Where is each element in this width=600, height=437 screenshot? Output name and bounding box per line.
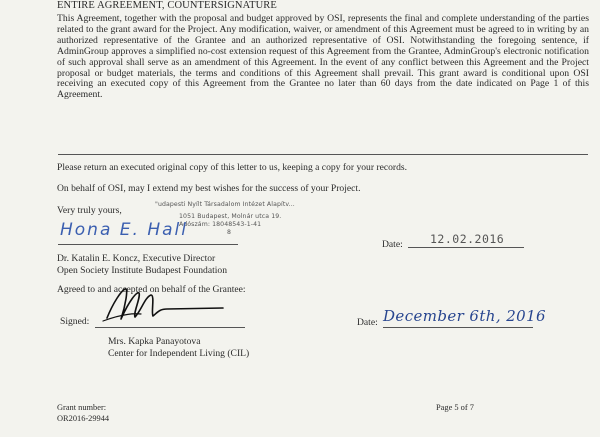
signature-line	[95, 327, 245, 328]
stamp-line: 1051 Budapest, Molnár utca 19.	[179, 213, 282, 220]
osi-date-label: Date:	[382, 239, 403, 250]
grantee-date-label: Date:	[357, 317, 378, 328]
section-divider	[58, 154, 588, 155]
stamp-line: Adószám: 18048543-1-41	[179, 221, 262, 228]
return-note: Please return an executed original copy of this letter to us, keeping a copy for your records.	[57, 162, 408, 173]
grantee-organization: Center for Independent Living (CIL)	[108, 348, 250, 359]
section-heading: ENTIRE AGREEMENT, COUNTERSIGNATURE	[57, 0, 277, 11]
osi-date-value: 12.02.2016	[430, 232, 505, 246]
signed-label: Signed:	[60, 316, 90, 327]
stamp-line: 8	[227, 229, 232, 236]
grantee-signatory-name: Mrs. Kapka Panayotova	[108, 336, 201, 347]
grantee-signature-scribble	[95, 283, 227, 333]
stamp-line: "udapesti Nyílt Társadalom Intézet Alapítv...	[155, 201, 295, 208]
osi-signatory-name: Dr. Katalin E. Koncz, Executive Director	[57, 253, 216, 264]
wishes-text: On behalf of OSI, may I extend my best wishes for the success of your Project.	[57, 183, 361, 194]
grantee-date-value: December 6th, 2016	[383, 307, 546, 325]
valediction: Very truly yours,	[57, 205, 122, 216]
grant-number-label: Grant number:	[57, 403, 107, 412]
date-line	[408, 247, 524, 248]
signature-line	[58, 244, 238, 245]
agreement-paragraph: This Agreement, together with the proposal and budget approved by OSI, represents the final and complete understanding of the parties related to the grant award for the Project. Any modification, waiver, or amendment of this Agreement must be agreed to in writing by an authorized representative of the Grantee and an authorized representative of OSI. Notwithstanding the foregoing sentence, if AdminGroup approves a simplified no-cost extension request of this Agreement from the Grantee, AdminGroup's electronic notification of such approval shall serve as an amendment of this Agreement. In the event of any conflict between this Agreement and the Project proposal or budget materials, the terms and conditions of this Agreement shall prevail. This grant award is conditional upon OSI receiving an executed copy of this Agreement from the Grantee no later than 60 days from the date indicated on Page 1 of this Agreement.	[57, 13, 589, 101]
osi-handwritten-signature: Hona E. Hall	[60, 220, 188, 240]
osi-organization: Open Society Institute Budapest Foundation	[57, 265, 228, 276]
acceptance-text: Agreed to and accepted on behalf of the Grantee:	[57, 284, 246, 295]
grant-number-value: OR2016-29944	[57, 414, 110, 423]
date-line	[383, 327, 533, 328]
page-number: Page 5 of 7	[436, 403, 474, 412]
